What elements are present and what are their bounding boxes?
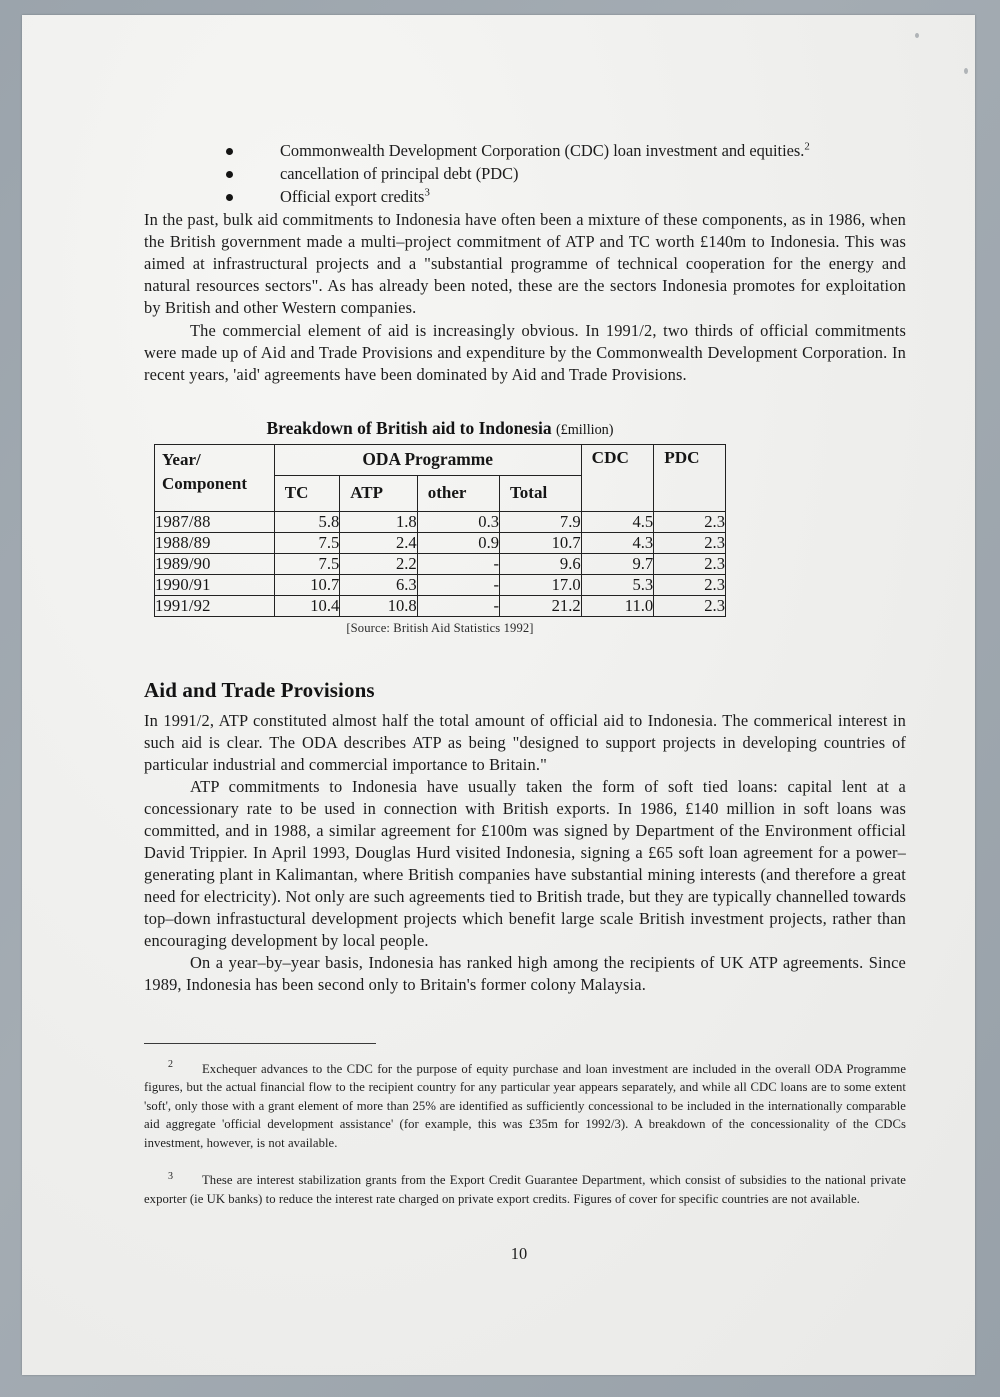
cell-atp: 2.2 (340, 553, 417, 574)
cell-other: - (417, 574, 499, 595)
cell-total: 10.7 (500, 532, 582, 553)
list-item-label: Commonwealth Development Corporation (CDC) loan investment and equities. (280, 141, 805, 160)
bullet-dot-icon (226, 171, 233, 178)
paragraph-atp-share: In 1991/2, ATP constituted almost half the total amount of official aid to Indonesia. The commerical interest in such aid is clear. The ODA describes ATP as being "designed to support projects in developing countries of particular industrial and commercial importance to Britain." (144, 710, 906, 774)
header-pdc: PDC (654, 444, 726, 511)
cell-cdc: 11.0 (581, 595, 654, 616)
cell-cdc: 4.5 (581, 511, 654, 532)
header-oda-programme: ODA Programme (274, 444, 581, 475)
footnote-ref: 2 (804, 140, 810, 153)
cell-atp: 1.8 (340, 511, 417, 532)
header-cdc: CDC (581, 444, 654, 511)
header-atp: ATP (340, 475, 417, 511)
table-row (155, 553, 726, 574)
cell-pdc: 2.3 (654, 511, 726, 532)
page-content (144, 140, 906, 1264)
cell-other: - (417, 553, 499, 574)
cell-pdc: 2.3 (654, 595, 726, 616)
cell-tc: 10.4 (274, 595, 340, 616)
cell-atp: 2.4 (340, 532, 417, 553)
cell-tc: 5.8 (274, 511, 340, 532)
list-item (144, 140, 906, 162)
table-row (155, 511, 726, 532)
list-item-label: cancellation of principal debt (PDC) (280, 164, 519, 184)
document-page (22, 15, 975, 1375)
header-year-line: Year/ (162, 449, 201, 469)
footnote-3: 3 These are interest stabilization grants from the Export Credit Guarantee Department, which consist of subsidies to the national private exporter (ie UK banks) to reduce the interest rate charged on private export credits. Figures of cover for specific countries are not available. (144, 1170, 906, 1206)
cell-tc: 10.7 (274, 574, 340, 595)
paragraph-year-by-year: On a year–by–year basis, Indonesia has ranked high among the recipients of UK ATP agreements. Since 1989, Indonesia has been second only to Britain's former colony Malaysia. (144, 953, 906, 995)
page-number: 10 (510, 1244, 528, 1264)
footnote-2: 2 Exchequer advances to the CDC for the purpose of equity purchase and loan investment are included in the overall ODA Programme figures, but the actual financial flow to the recipient country for any particular year appears separately, and while all CDC loans are to some extent 'soft', only those with a grant element of more than 25% are identified as sufficiently concessional to be included in the internationally comparable aid aggregate 'official development assistance' (for example, this was £35m for 1992/3). A breakdown of the concessionality of the CDCs investment, however, is not available. (144, 1059, 906, 1150)
list-item (144, 186, 906, 208)
table-title-text: Breakdown of British aid to Indonesia (266, 417, 552, 438)
page-speck (964, 68, 968, 74)
aid-components-list (144, 140, 906, 208)
table-header-row-top (155, 444, 726, 475)
cell-total: 9.6 (500, 553, 582, 574)
cell-tc: 7.5 (274, 553, 340, 574)
cell-other: - (417, 595, 499, 616)
table-source-note: [Source: British Aid Statistics 1992] (346, 620, 534, 635)
section-heading-aid-and-trade-provisions: Aid and Trade Provisions (144, 677, 375, 702)
aid-breakdown-table (154, 444, 726, 617)
cell-year: 1991/92 (155, 595, 275, 616)
table-title (154, 418, 726, 439)
header-component-line: Component (162, 473, 248, 493)
bullet-dot-icon (226, 194, 233, 201)
cell-other: 0.3 (417, 511, 499, 532)
footnote-text: Exchequer advances to the CDC for the purpose of equity purchase and loan investment are included in the overall ODA Programme figures, but the actual financial flow to the recipient country for any particular year appears separately, and while all CDC loans are to some extent 'soft', only those with a grant element of more than 25% are identified as sufficiently concessional to be included in the internationally comparable aid aggregate 'official development assistance' (for example, this was £35m for 1992/3). A breakdown of the concessionality of the CDCs investment, however, is not available. (144, 1061, 906, 1150)
cell-cdc: 9.7 (581, 553, 654, 574)
list-item-label: Official export credits (280, 187, 425, 207)
list-item (144, 163, 906, 185)
page-speck (915, 33, 919, 38)
footnote-separator (144, 1043, 376, 1044)
table-row (155, 532, 726, 553)
footnote-text: These are interest stabilization grants from the Export Credit Guarantee Department, which consist of subsidies to the national private exporter (ie UK banks) to reduce the interest rate charged on private export credits. Figures of cover for specific countries are not available. (144, 1173, 906, 1206)
cell-total: 7.9 (500, 511, 582, 532)
table-row (155, 595, 726, 616)
cell-atp: 6.3 (340, 574, 417, 595)
cell-total: 17.0 (500, 574, 582, 595)
header-other: other (417, 475, 499, 511)
cell-cdc: 4.3 (581, 532, 654, 553)
cell-other: 0.9 (417, 532, 499, 553)
cell-year: 1990/91 (155, 574, 275, 595)
cell-year: 1989/90 (155, 553, 275, 574)
bullet-dot-icon (226, 148, 233, 155)
cell-pdc: 2.3 (654, 553, 726, 574)
cell-cdc: 5.3 (581, 574, 654, 595)
aid-breakdown-table-block (154, 418, 726, 636)
cell-year: 1988/89 (155, 532, 275, 553)
cell-tc: 7.5 (274, 532, 340, 553)
footnote-ref: 3 (424, 186, 430, 199)
paragraph-bulk-aid: In the past, bulk aid commitments to Indonesia have often been a mixture of these components, as in 1986, when the British government made a multi–project commitment of ATP and TC worth £140m to Indonesia. This was aimed at infrastructural projects and a "substantial programme of technical cooperation for the energy and natural resources sectors". As has already been noted, these are the sectors Indonesia promotes for exploitation by British and other Western companies. (144, 210, 906, 318)
paragraph-commercial-element: The commercial element of aid is increasingly obvious. In 1991/2, two thirds of official commitments were made up of Aid and Trade Provisions and expenditure by the Commonwealth Development Corporation. In recent years, 'aid' agreements have been dominated by Aid and Trade Provisions. (144, 320, 906, 384)
table-row (155, 574, 726, 595)
cell-atp: 10.8 (340, 595, 417, 616)
header-total: Total (500, 475, 582, 511)
cell-total: 21.2 (500, 595, 582, 616)
header-year-component (155, 444, 275, 511)
table-body (155, 511, 726, 616)
cell-pdc: 2.3 (654, 532, 726, 553)
header-tc: TC (274, 475, 340, 511)
paragraph-atp-commitments: ATP commitments to Indonesia have usually taken the form of soft tied loans: capital lent at a concessionary rate to be used in connection with British exports. In 1986, £140 million in soft loans was committed, and in 1988, a similar agreement for £100m was signed by Department of the Environment official David Trippier. In April 1993, Douglas Hurd visited Indonesia, signing a £65 soft loan agreement for a power–generating plant in Kalimantan, where British companies have substantial mining interests (and therefore a great need for electricity). Not only are such agreements tied to British trade, but they are typically channelled towards top–down infrastuctural development projects which benefit large scale British investment projects, rather than encouraging development by local people. (144, 776, 906, 951)
table-units-label: (£million) (555, 421, 614, 438)
table-head (155, 444, 726, 511)
cell-year: 1987/88 (155, 511, 275, 532)
cell-pdc: 2.3 (654, 574, 726, 595)
